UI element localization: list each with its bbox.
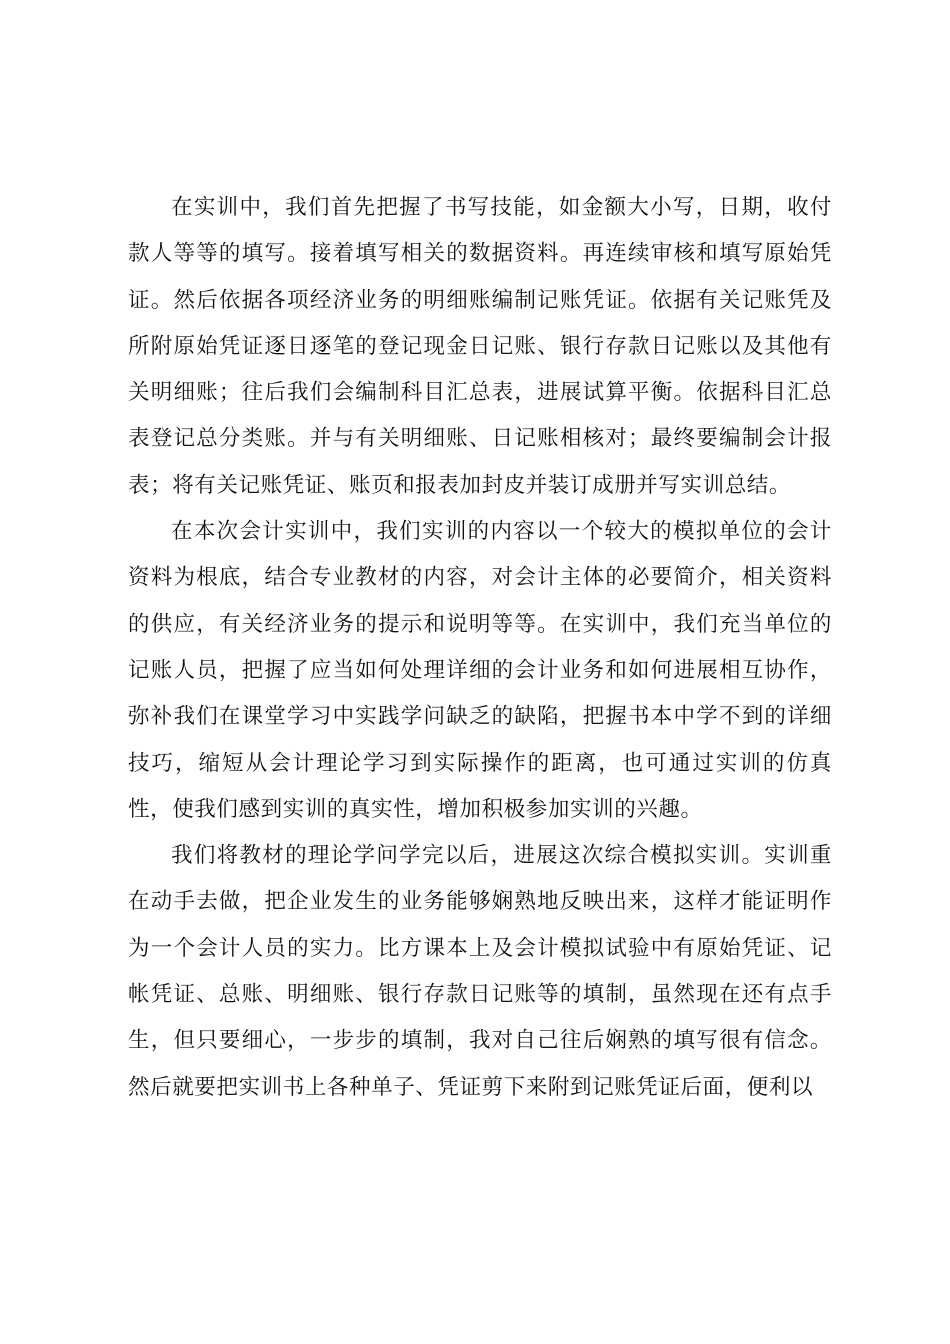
- paragraph-3: 我们将教材的理论学问学完以后，进展这次综合模拟实训。实训重在动手去做，把企业发生的业务能够娴熟地反映出来，这样才能证明作为一个会计人员的实力。比方课本上及会计模拟试验中有原始凭证、记帐凭证、总账、明细账、银行存款日记账等的填制，虽然现在还有点手生，但只要细心，一步步的填制，我对自己往后娴熟的填写很有信念。然后就要把实训书上各种单子、凭证剪下来附到记账凭证后面，便利以: [128, 843, 832, 1100]
- document-body: [128, 185, 832, 1111]
- paragraph-1: 在实训中，我们首先把握了书写技能，如金额大小写，日期，收付款人等等的填写。接着填写相关的数据资料。再连续审核和填写原始凭证。然后依据各项经济业务的明细账编制记账凭证。依据有关记账凭及所附原始凭证逐日逐笔的登记现金日记账、银行存款日记账以及其他有关明细账；往后我们会编制科目汇总表，进展试算平衡。依据科目汇总表登记总分类账。并与有关明细账、日记账相核对；最终要编制会计报表；将有关记账凭证、账页和报表加封皮并装订成册并写实训总结。: [128, 195, 832, 498]
- paragraph-2: 在本次会计实训中，我们实训的内容以一个较大的模拟单位的会计资料为根底，结合专业教材的内容，对会计主体的必要简介，相关资料的供应，有关经济业务的提示和说明等等。在实训中，我们充当单位的记账人员，把握了应当如何处理详细的会计业务和如何进展相互协作，弥补我们在课堂学习中实践学问缺乏的缺陷，把握书本中学不到的详细技巧，缩短从会计理论学习到实际操作的距离，也可通过实训的仿真性，使我们感到实训的真实性，增加积极参加实训的兴趣。: [128, 519, 832, 822]
